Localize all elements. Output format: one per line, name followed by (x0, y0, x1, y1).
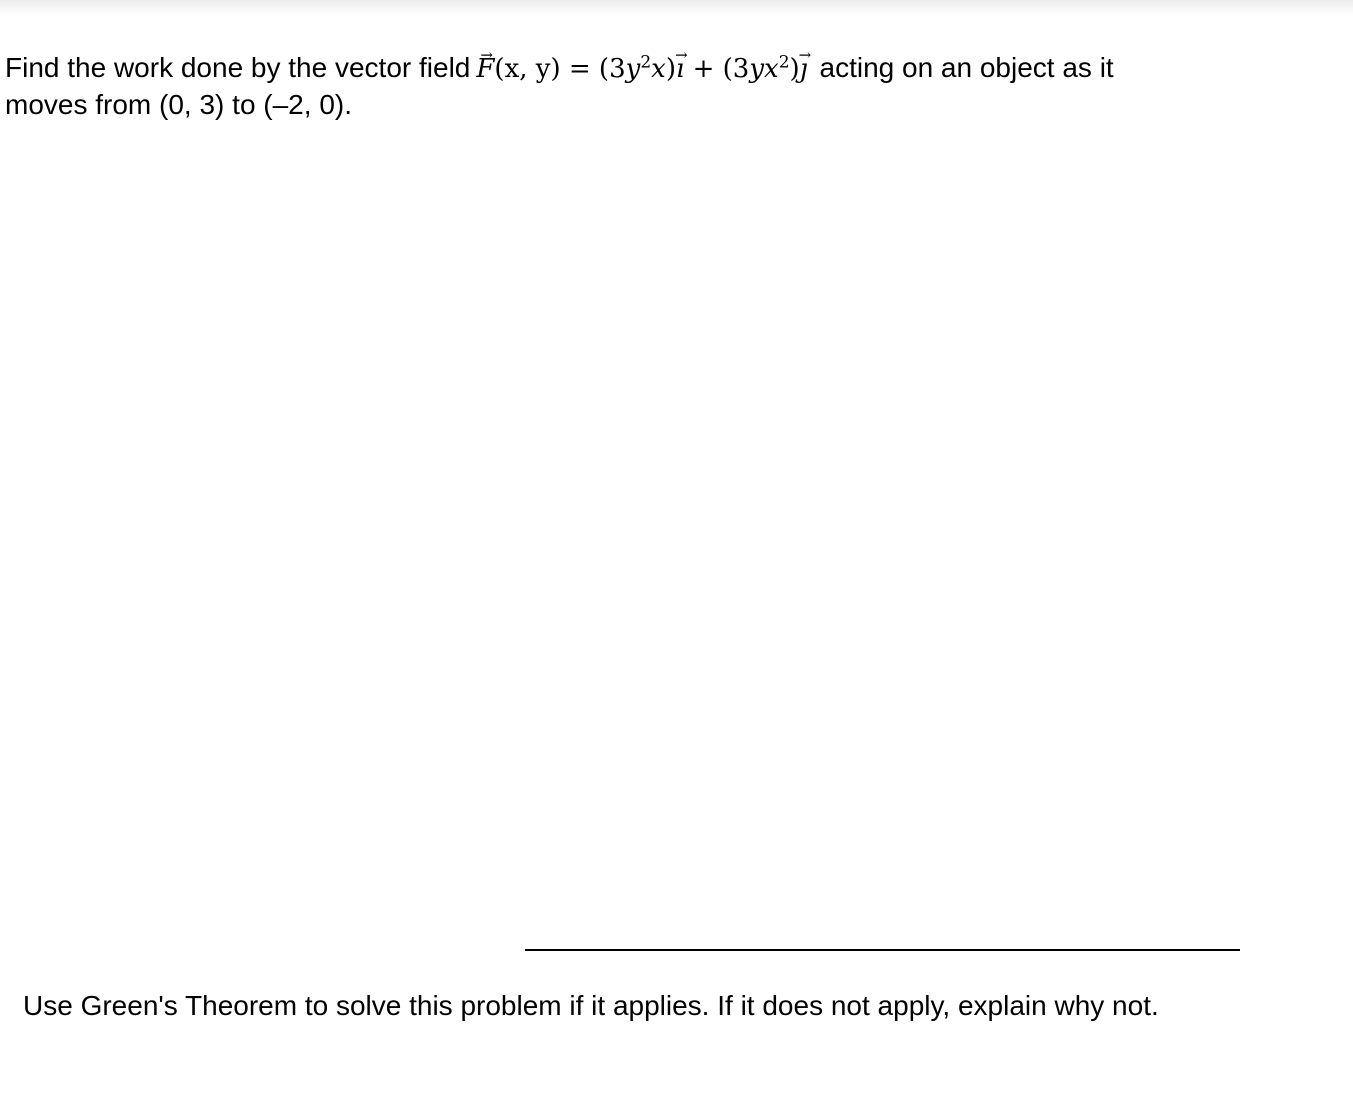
formula-args: (x, y) (494, 54, 561, 84)
formula-j-exp: 2 (778, 52, 790, 73)
instruction-text: Use Green's Theorem to solve this problem if it applies. If it does not apply, explain why not. (23, 990, 1159, 1021)
formula-i-exp: 2 (640, 52, 652, 73)
top-edge-shadow (0, 0, 1353, 16)
formula-F: F → (476, 51, 494, 87)
formula-i-unit: ı → (676, 51, 684, 87)
formula-i-close: ) (665, 54, 676, 84)
answer-line[interactable] (525, 949, 1240, 951)
formula-j-y: y (749, 54, 765, 84)
formula-i-x: x (651, 54, 666, 84)
formula-i-y: y (625, 54, 641, 84)
formula-j-x: x (764, 54, 779, 84)
formula-j-unit: ȷ → (800, 51, 808, 87)
formula-equals: = (568, 54, 591, 84)
problem-text-after: acting on an object as it (819, 52, 1114, 83)
formula-j-open: (3 (722, 54, 750, 84)
formula-plus: + (692, 54, 715, 84)
formula-j-close: ) (789, 54, 800, 84)
vector-field-formula (476, 54, 807, 84)
problem-text-line2: moves from (0, 3) to (–2, 0). (5, 89, 352, 120)
problem-statement (5, 50, 1335, 123)
problem-text-before: Find the work done by the vector field (5, 52, 471, 83)
formula-i-open: (3 (598, 54, 626, 84)
